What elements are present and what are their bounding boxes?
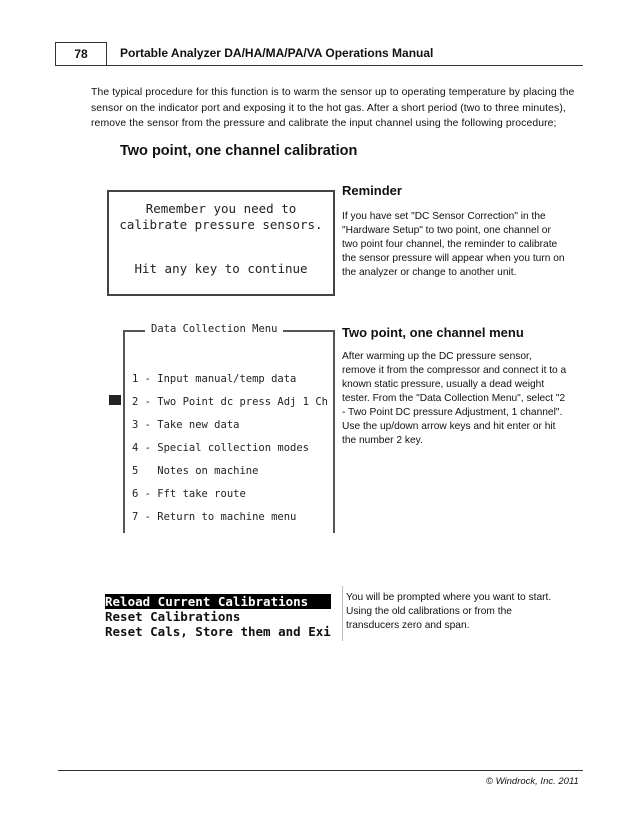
option-reload-calibrations[interactable]: Reload Current Calibrations [105,594,331,609]
menu-item[interactable]: 7 - Return to machine menu [132,511,297,523]
option-reset-store-exit[interactable]: Reset Cals, Store them and Exi [105,624,331,639]
menu-item[interactable]: 4 - Special collection modes [132,442,310,454]
menu-item[interactable]: 3 - Take new data [132,419,240,431]
calibrations-text: You will be prompted where you want to start. Using the old calibrations or from the transducers zero and span. [346,592,552,631]
page-number [55,42,107,66]
reminder-screen-line: Remember you need to [145,201,297,216]
menu-text: After warming up the DC pressure sensor, remove it from the compressor and connect it to a known static pressure, usually a dead weight tester. From the "Data Collection Menu", select "2 - Two Point DC pressure Adjustment, 1 channel". Use the up/down arrow keys and hit enter or hit the number 2 key. [342,351,567,446]
reminder-text: If you have set "DC Sensor Correction" in the "Hardware Setup" to two point, one channel or two point four channel, the reminder to calibrate the sensor pressure will appear when you turn on the analyzer or change to another unit. [342,211,565,278]
page-number-text: 78 [74,47,88,61]
intro-paragraph: The typical procedure for this function is to warm the sensor up to operating temperature by placing the sensor on the indicator port and exposing it to the hot gas. After a short period (two to three minutes), remove the sensor from the pressure and calibrate the input channel using the following procedure; [91,87,575,129]
data-collection-menu-frame [123,330,335,533]
data-collection-menu-title: Data Collection Menu [145,323,283,335]
header-divider [107,65,583,66]
footer-divider [58,770,583,771]
menu-item-selected[interactable]: 2 - Two Point dc press Adj 1 Ch [132,396,328,408]
selected-item-marker [109,395,121,405]
header-title: Portable Analyzer DA/HA/MA/PA/VA Operations Manual [120,46,434,60]
section-heading: Two point, one channel calibration [120,143,358,159]
footer-copyright: © Windrock, Inc. 2011 [486,776,579,787]
menu-heading: Two point, one channel menu [342,325,524,340]
column-divider [342,586,343,641]
option-reset-calibrations[interactable]: Reset Calibrations [105,609,241,624]
menu-item[interactable]: 6 - Fft take route [132,488,246,500]
menu-item[interactable]: 1 - Input manual/temp data [132,373,297,385]
menu-item[interactable]: 5 Notes on machine [132,465,259,477]
reminder-screen [107,190,335,296]
reminder-heading: Reminder [342,183,402,198]
reminder-screen-line: Hit any key to continue [134,261,308,276]
reminder-screen-line: calibrate pressure sensors. [119,217,323,232]
